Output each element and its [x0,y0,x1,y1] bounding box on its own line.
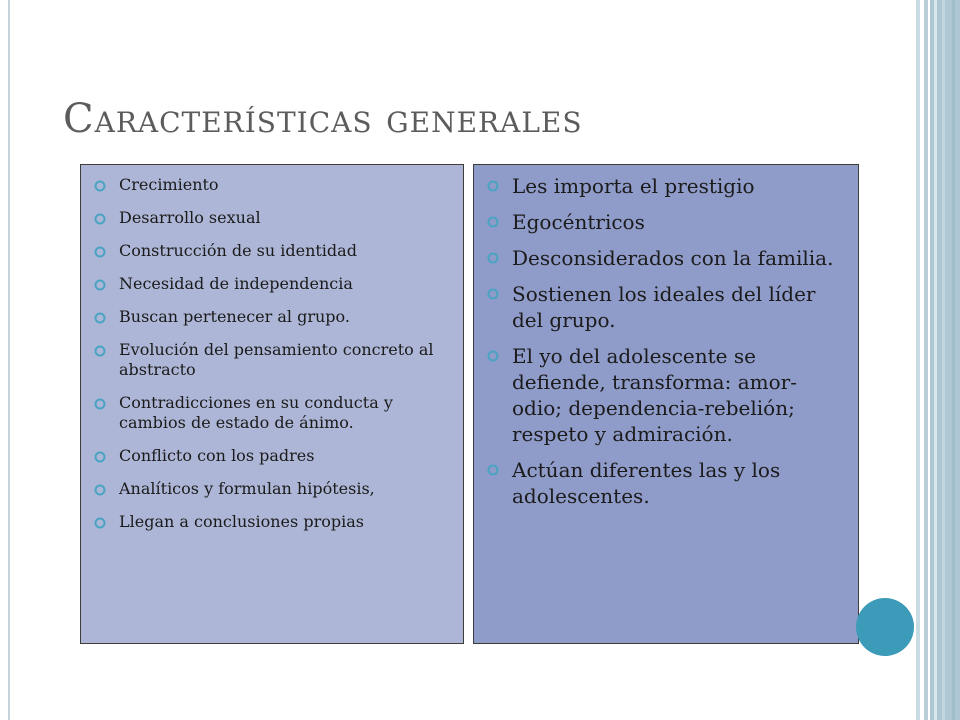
list-item [93,274,449,294]
list-item [486,457,846,509]
circle-bullet-icon [93,344,107,358]
circle-bullet-icon [486,349,500,363]
circle-bullet-icon [486,215,500,229]
circle-bullet-icon [93,212,107,226]
list-item-text: Necesidad de independencia [119,274,353,293]
circle-bullet-icon [486,251,500,265]
right-content-box [473,164,859,644]
list-item-text: Conflicto con los padres [119,446,315,465]
list-item-text: Egocéntricos [512,210,645,234]
list-item [486,209,846,235]
left-bullet-list [93,175,449,532]
circle-bullet-icon [93,278,107,292]
list-item-text: Contradicciones en su conducta y cambios de estado de ánimo. [119,393,393,432]
circle-bullet-icon [93,245,107,259]
stripe [924,0,928,720]
circle-bullet-icon [93,450,107,464]
list-item-text: Construcción de su identidad [119,241,357,260]
circle-bullet-icon [486,179,500,193]
list-item-text: Les importa el prestigio [512,174,755,198]
list-item [93,512,449,532]
list-item-text: Actúan diferentes las y los adolescentes. [512,458,781,508]
circle-bullet-icon [93,516,107,530]
list-item [486,343,846,447]
right-bullet-list [486,173,846,509]
list-item [93,175,449,195]
list-item-text: Evolución del pensamiento concreto al abstracto [119,340,434,379]
slide-title: Características generales [63,96,583,142]
list-item [93,241,449,261]
list-item-text: Llegan a conclusiones propias [119,512,364,531]
left-content-box [80,164,464,644]
list-item [486,173,846,199]
list-item-text: El yo del adolescente se defiende, transforma: amor-odio; dependencia-rebelión; respeto y admiración. [512,344,797,446]
circle-bullet-icon [93,483,107,497]
right-decorative-stripes [916,0,960,720]
list-item [93,446,449,466]
list-item [93,479,449,499]
list-item-text: Desconsiderados con la familia. [512,246,834,270]
list-item [486,281,846,333]
list-item [93,340,449,380]
list-item-text: Sostienen los ideales del líder del grupo. [512,282,816,332]
circle-bullet-icon [486,463,500,477]
list-item-text: Crecimiento [119,175,219,194]
list-item-text: Buscan pertenecer al grupo. [119,307,350,326]
stripe [916,0,920,720]
list-item [93,393,449,433]
circle-bullet-icon [93,397,107,411]
list-item [93,208,449,228]
accent-circle [856,598,914,656]
circle-bullet-icon [93,311,107,325]
list-item [486,245,846,271]
left-frame-line [8,0,10,720]
list-item [93,307,449,327]
list-item-text: Desarrollo sexual [119,208,261,227]
list-item-text: Analíticos y formulan hipótesis, [119,479,375,498]
circle-bullet-icon [93,179,107,193]
stripe [930,0,960,720]
circle-bullet-icon [486,287,500,301]
